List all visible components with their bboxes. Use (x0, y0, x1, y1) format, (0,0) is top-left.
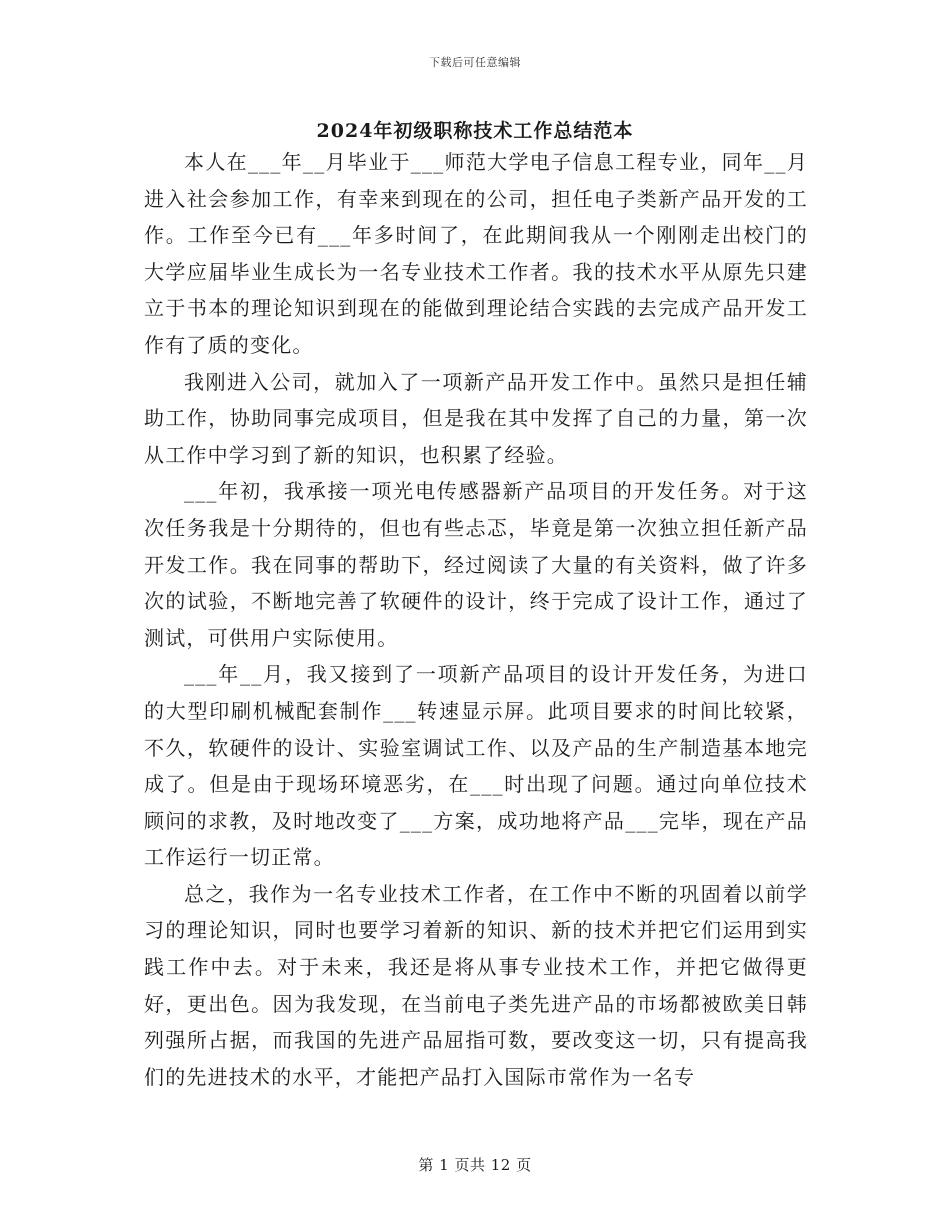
paragraph-3: ___年初，我承接一项光电传感器新产品项目的开发任务。对于这次任务我是十分期待的，但也有些忐忑，毕竟是第一次独立担任新产品开发工作。我在同事的帮助下，经过阅读了大量的有关资料，做了许多次的试验，不断地完善了软硬件的设计，终于完成了设计工作，通过了测试，可供用户实际使用。 (144, 479, 808, 650)
paragraph-2: 我刚进入公司，就加入了一项新产品开发工作中。虽然只是担任辅助工作，协助同事完成项目，但是我在其中发挥了自己的力量，第一次从工作中学习到了新的知识，也积累了经验。 (144, 369, 808, 467)
document-body (144, 144, 808, 1095)
header-note: 下载后可任意编辑 (429, 56, 521, 69)
paragraph-1: 本人在___年__月毕业于___师范大学电子信息工程专业，同年__月进入社会参加工作，有幸来到现在的公司，担任电子类新产品开发的工作。工作至今已有___年多时间了，在此期间我从一个刚刚走出校门的大学应届毕业生成长为一名专业技术工作者。我的技术水平从原先只建立于书本的理论知识到现在的能做到理论结合实践的去完成产品开发工作有了质的变化。 (144, 150, 808, 357)
paragraph-5: 总之，我作为一名专业技术工作者，在工作中不断的巩固着以前学习的理论知识，同时也要学习着新的知识、新的技术并把它们运用到实践工作中去。对于未来，我还是将从事专业技术工作，并把它做得更好，更出色。因为我发现，在当前电子类先进产品的市场都被欧美日韩列强所占据，而我国的先进产品屈指可数，要改变这一切，只有提高我们的先进技术的水平，才能把产品打入国际市常作为一名专 (144, 881, 808, 1089)
page-number: 第 1 页共 12 页 (418, 1156, 532, 1174)
document-title: 2024年初级职称技术工作总结范本 (316, 120, 634, 142)
paragraph-4: ___年__月，我又接到了一项新产品项目的设计开发任务，为进口的大型印刷机械配套制作___转速显示屏。此项目要求的时间比较紧，不久，软硬件的设计、实验室调试工作、以及产品的生产制造基本地完成了。但是由于现场环境恶劣，在___时出现了问题。通过向单位技术顾问的求教，及时地改变了___方案，成功地将产品___完毕，现在产品工作运行一切正常。 (144, 662, 808, 870)
